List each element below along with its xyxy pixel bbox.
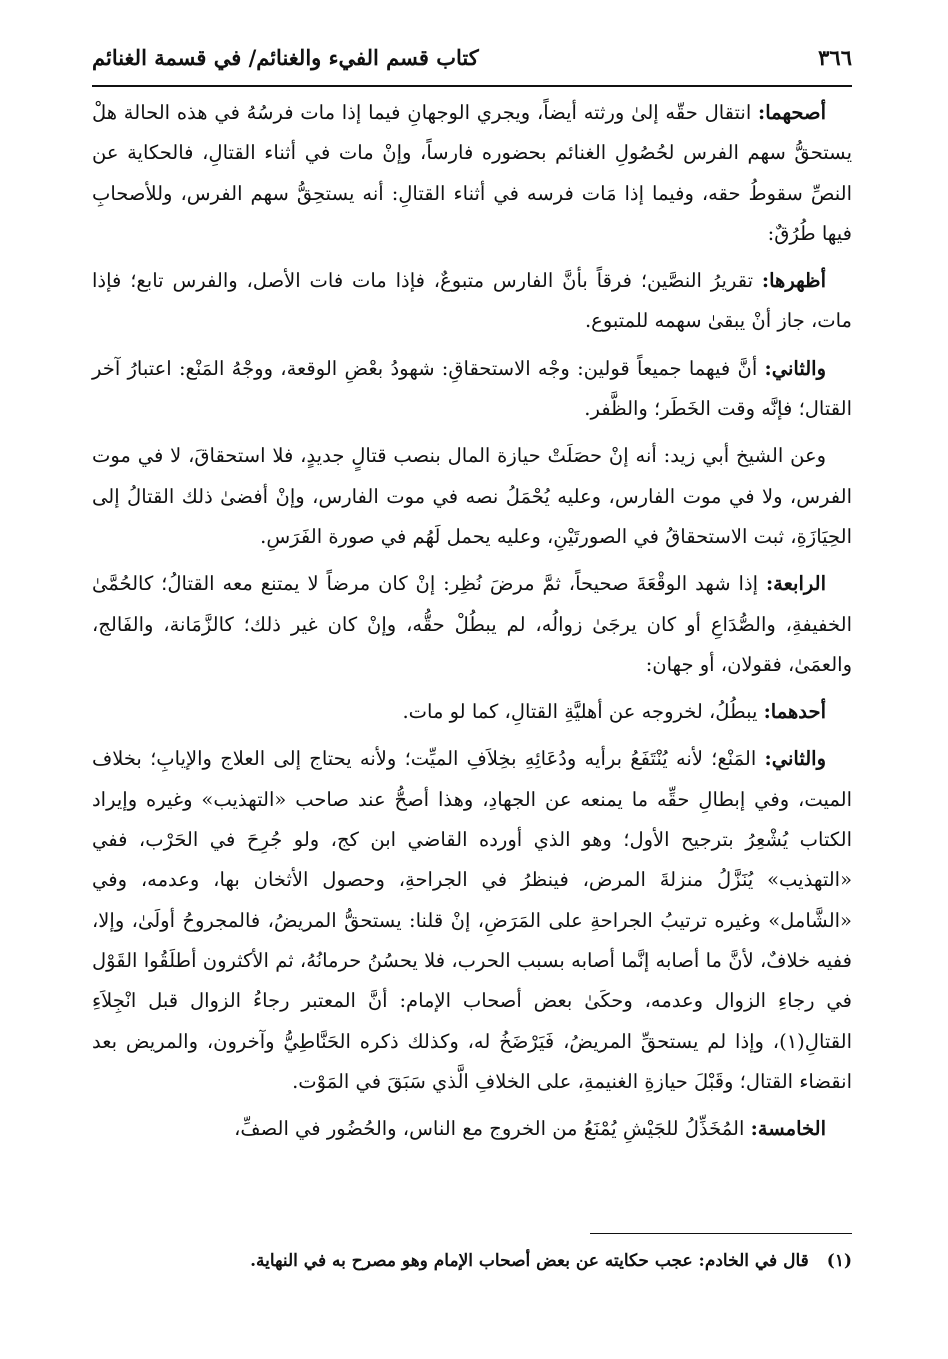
paragraph-term: أصحهما: bbox=[758, 101, 826, 124]
paragraph-term: الخامسة: bbox=[750, 1117, 826, 1141]
paragraph bbox=[92, 564, 852, 685]
paragraph bbox=[92, 261, 852, 342]
main-text bbox=[92, 93, 852, 1156]
paragraph-text: انتقال حقّه إلىٰ ورثته أيضاً، ويجري الوجهانِ فيما إذا مات فرسُهُ في هذه الحالة هلْ يستحقُّ سهم الفرس لحُصُولِ الغنائم بحضوره فارساً، وإنْ مات في أثناء القتالِ، فالحكاية عن النصِّ سقوطُ حقه، وفيما إذا مَات فرسه في أثناء القتالِ: أنه يستحِقُّ سهم الفرس، وللأصحابِ فيها طُرُقٌ: bbox=[92, 101, 852, 245]
paragraph-text: المُخَذِّلُ للجَيْشِ يُمْنَعُ من الخروج مع الناس، والحُضُور في الصفِّ، bbox=[234, 1117, 751, 1141]
paragraph-text: وعن الشيخ أبي زيد: أنه إنْ حصَلَتْ حيازة المال بنصب قتالٍ جديدٍ، فلا استحقاقَ، لا في موت الفرس، ولا في موت الفارس، وعليه يُحْمَلُ نصه في موت الفارس، وإنْ أفضىٰ ذلك القتالُ إلى الحِيَازَةِ، ثبت الاستحقاقُ في الصورتَيْنِ، وعليه يحمل لَهُم في صورة الفَرَسِ. bbox=[92, 444, 852, 548]
paragraph-text: تقريرُ النصَّين؛ فرقاً بأنَّ الفارس متبوعٌ، فإذا مات فات الأصل، والفرس تابع؛ فإذا مات، جاز أنْ يبقىٰ سهمه للمتبوع. bbox=[92, 269, 852, 333]
footnote-text: قال في الخادم: عجب حكايته عن بعض أصحاب الإمام وهو مصرح به في النهاية. bbox=[250, 1251, 809, 1271]
header-rule bbox=[92, 85, 852, 87]
page-number: ٣٦٦ bbox=[818, 44, 852, 70]
paragraph-text: يبطُلُ، لخروجه عن أهليَّةِ القتالِ، كما لو مات. bbox=[402, 700, 764, 724]
footnote-marker: (١) bbox=[826, 1251, 852, 1271]
paragraph bbox=[92, 1109, 852, 1149]
paragraph-term: أظهرها: bbox=[761, 269, 826, 293]
running-title: كتاب قسم الفيء والغنائم/ في قسمة الغنائم bbox=[92, 44, 479, 70]
paragraph-term: أحدهما: bbox=[763, 700, 826, 724]
paragraph bbox=[92, 436, 852, 557]
paragraph-text: المَنْع؛ لأنه يُنْتَفَعُ برأيه ودُعَائِهِ بخِلاَفِ الميِّت؛ ولأنه يحتاج إلى العلاج والإيابِ؛ بخلاف الميت، وفي إبطالِ حقِّه ما يمنعه عن الجهادِ، وهذا أصحُّ عند صاحب «التهذيب» وغيره وإيراد الكتاب يُشْعِرُ بترجيح الأول؛ وهو الذي أورده القاضي ابن كج، ولو جُرِحَ في الحَرْب، ففي «التهذيب» يُنَزَّلُ منزلةَ المرض، فينظرُ في الجراحةِ، وحصول الأثخان بها، وعدمه، وفي «الشَّامل» وغيره ترتيبُ الجراحةِ على المَرَضِ، إنْ قلنا: يستحقُّ المريضُ، فالمجروحُ أولَىٰ، وإلا، ففيه خلافٌ، لأنَّ ما أصابه إنَّما أصابه بسبب الحرب، فلا يحسُنُ حرمانُهُ، ثم الأكثرون أطلَقُوا القَوْل في رجاءِ الزوال وعدمه، وحكَىٰ بعض أصحاب الإمام: أنَّ المعتبر رجاءُ الزوال قبل انْجِلاَءِ القتالِ(١)، وإذا لم يستحقِّ المريضُ، فَيَرْضَخُ له، وكذلك ذكره الحَنَّاطِيُّ وآخرون، والمريض بعد انقضاء القتال؛ وقَبْلَ حيازةِ الغنيمةِ، على الخلافِ الَّذي سَبَقَ في المَوْت. bbox=[92, 747, 852, 1093]
paragraph bbox=[92, 739, 852, 1102]
paragraph bbox=[92, 349, 852, 430]
paragraph-text: إذا شهد الوقْعَةَ صحيحاً، ثمَّ مرضَ نُظِر: إنْ كان مرضاً لا يمتنع معه القتالُ؛ كالحُمَّىٰ الخفيفةِ، والصُّدَاعِ أو كان يرجَىٰ زوالُه، لم يبطُلْ حقُّه، وإنْ كان غير ذلك؛ كالزَّمَانة، والفَالج، والعمَىٰ، فقولان، أو جهان: bbox=[92, 572, 852, 676]
footnote-rule bbox=[590, 1233, 852, 1234]
paragraph-text: أنَّ فيهما جميعاً قولين: وجْه الاستحقاقِ: شهودُ بعْضِ الوقعة، ووجْهُ المَنْع: اعتبارُ آخر القتال؛ فإنَّه وقت الخَطَر؛ والظَّفر. bbox=[92, 356, 852, 421]
footnote bbox=[92, 1246, 852, 1276]
running-header bbox=[92, 32, 852, 82]
paragraph-term: الرابعة: bbox=[765, 572, 826, 596]
paragraph bbox=[92, 93, 852, 254]
paragraph bbox=[92, 692, 852, 732]
paragraph-term: والثاني: bbox=[764, 747, 826, 771]
paragraph-term: والثاني: bbox=[764, 356, 826, 380]
